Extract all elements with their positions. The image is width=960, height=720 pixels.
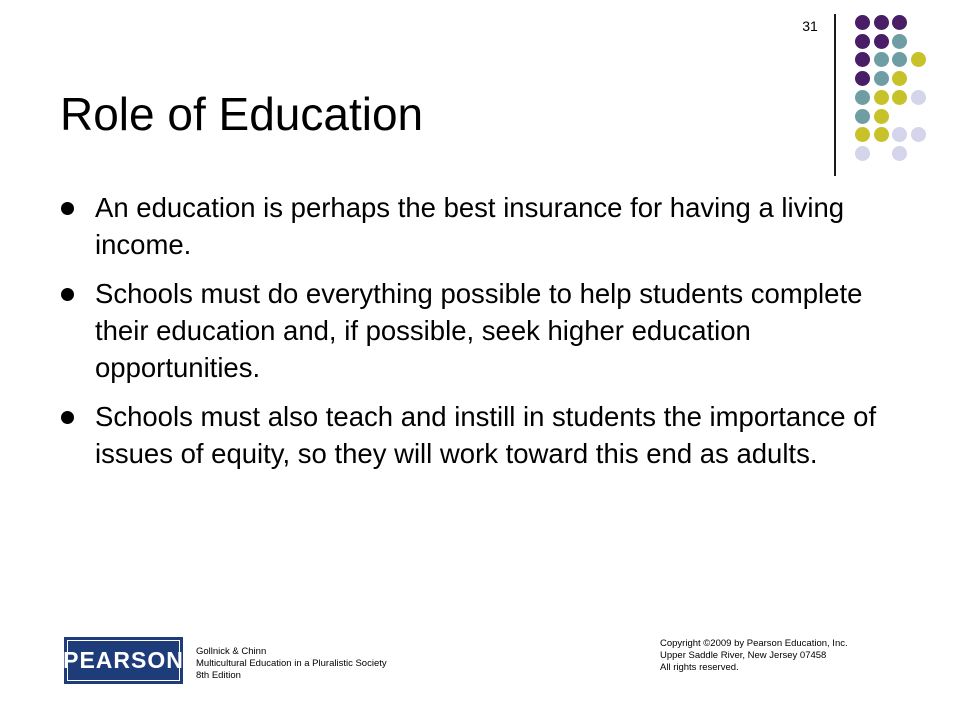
decorative-dot [892,90,907,105]
slide-title: Role of Education [60,88,424,140]
bullet-icon [61,411,74,424]
bullet-list [60,189,880,484]
decorative-dot [874,90,889,105]
decorative-dot [892,146,907,161]
decorative-dot [911,52,926,67]
decorative-dot [892,15,907,30]
decorative-dot [874,109,889,124]
decorative-dot [855,127,870,142]
decorative-dot [874,71,889,86]
book-title: Multicultural Education in a Pluralistic Society [196,658,387,669]
bullet-icon [61,288,74,301]
decorative-dot [874,34,889,49]
decorative-dot [855,90,870,105]
bullet-item [60,189,880,263]
bullet-item [60,398,880,472]
vertical-divider [834,14,836,176]
copyright-address: Upper Saddle River, New Jersey 07458 [660,650,827,661]
decorative-dot [874,52,889,67]
decorative-dot [855,34,870,49]
decorative-dot [855,146,870,161]
decorative-dot [911,90,926,105]
book-authors: Gollnick & Chinn [196,646,267,657]
bullet-icon [61,202,74,215]
decorative-dot [855,71,870,86]
decorative-dot [911,127,926,142]
slide-number: 31 [802,18,818,34]
copyright-notice [660,638,848,674]
pearson-logo [64,637,183,684]
bullet-item [60,275,880,386]
book-info [196,646,387,682]
bullet-text: Schools must also teach and instill in students the importance of issues of equity, so they will work toward this end as adults. [95,401,877,469]
decorative-dot [855,15,870,30]
decorative-dot [855,109,870,124]
bullet-text: An education is perhaps the best insurance for having a living income. [95,192,845,260]
decorative-dot [892,52,907,67]
pearson-logo-text: PEARSON [63,647,184,673]
decorative-dot [874,127,889,142]
copyright-line: Copyright ©2009 by Pearson Education, Inc. [660,638,848,649]
decorative-dot [892,71,907,86]
bullet-text: Schools must do everything possible to help students complete their education and, if possible, seek higher education opportunities. [95,278,863,383]
decorative-dot [892,34,907,49]
decorative-dot [892,127,907,142]
decorative-dot [855,52,870,67]
book-edition: 8th Edition [196,670,241,681]
decorative-dot [874,15,889,30]
copyright-rights: All rights reserved. [660,662,739,673]
